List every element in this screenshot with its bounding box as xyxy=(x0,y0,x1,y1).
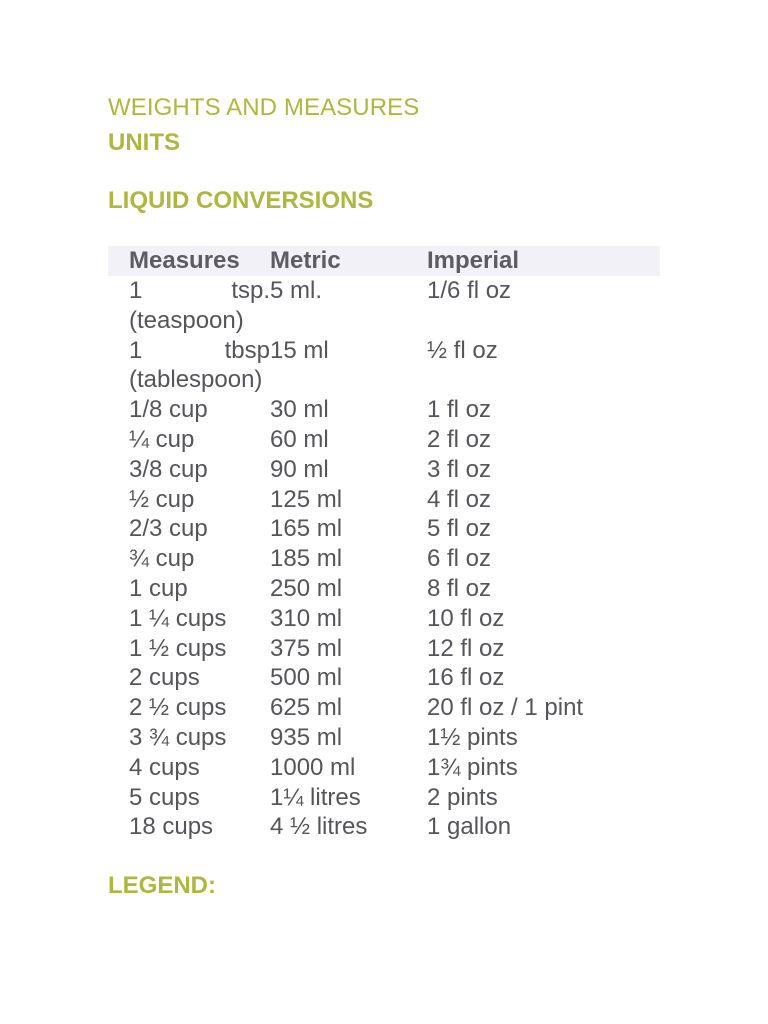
metric-cell: 125 ml xyxy=(270,485,343,513)
table-row xyxy=(108,693,660,723)
liquid-conversions-heading: LIQUID CONVERSIONS xyxy=(108,187,374,214)
imperial-cell: 4 fl oz xyxy=(427,485,492,513)
header-measures: Measures xyxy=(129,247,240,274)
measure-cell: 4 cups xyxy=(129,753,200,781)
imperial-cell: 3 fl oz xyxy=(427,455,492,483)
measure-cell: 3 ¾ cups xyxy=(129,723,227,751)
metric-cell: 500 ml xyxy=(270,664,343,692)
metric-cell: 4 ½ litres xyxy=(270,813,368,841)
document-title: WEIGHTS AND MEASURES xyxy=(108,94,420,121)
imperial-cell: 16 fl oz xyxy=(427,664,505,692)
metric-cell: 60 ml xyxy=(270,425,329,453)
measure-cell: ¼ cup xyxy=(129,425,195,453)
metric-cell: 935 ml xyxy=(270,723,343,751)
measure-cell: 2/3 cup xyxy=(129,515,208,543)
table-row xyxy=(108,455,660,485)
imperial-cell: 1/6 fl oz xyxy=(427,277,512,304)
imperial-cell: 20 fl oz / 1 pint xyxy=(427,694,584,722)
table-row xyxy=(108,723,660,753)
table-row xyxy=(108,485,660,515)
imperial-cell: 2 pints xyxy=(427,783,498,811)
metric-cell: 185 ml xyxy=(270,545,343,573)
metric-cell: 1000 ml xyxy=(270,753,356,781)
metric-cell: 375 ml xyxy=(270,634,343,662)
units-heading: UNITS xyxy=(108,129,180,156)
metric-cell: 250 ml xyxy=(270,574,343,602)
table-row xyxy=(108,783,660,813)
measure-cell: 1 ½ cups xyxy=(129,634,227,662)
table-row xyxy=(108,544,660,574)
legend-heading: LEGEND: xyxy=(108,872,216,899)
imperial-cell: 1½ pints xyxy=(427,723,518,751)
imperial-cell: 10 fl oz xyxy=(427,604,505,632)
metric-cell: 1¼ litres xyxy=(270,783,361,811)
imperial-cell: ½ fl oz xyxy=(427,336,498,364)
table-row xyxy=(108,663,660,693)
measure-unit: tbsp xyxy=(224,336,270,364)
measure-qty: 1 xyxy=(129,277,143,304)
table-row xyxy=(108,634,660,664)
imperial-cell: 1 fl oz xyxy=(427,396,492,424)
metric-cell: 90 ml xyxy=(270,455,329,483)
imperial-cell: 5 fl oz xyxy=(427,515,492,543)
measure-description: (tablespoon) xyxy=(129,366,263,394)
conversion-table xyxy=(108,246,660,842)
table-row xyxy=(108,574,660,604)
measure-cell xyxy=(108,276,270,336)
imperial-cell: 2 fl oz xyxy=(427,425,492,453)
table-row xyxy=(108,604,660,634)
measure-cell: 1 ¼ cups xyxy=(129,604,227,632)
imperial-cell: 8 fl oz xyxy=(427,574,492,602)
measure-unit: tsp. xyxy=(231,277,270,304)
measure-cell: 5 cups xyxy=(129,783,200,811)
imperial-cell: 1¾ pints xyxy=(427,753,518,781)
imperial-cell: 12 fl oz xyxy=(427,634,505,662)
measure-qty: 1 xyxy=(129,336,143,364)
metric-cell: 30 ml xyxy=(270,396,329,424)
table-row xyxy=(108,425,660,455)
measure-cell: ½ cup xyxy=(129,485,195,513)
measure-description: (teaspoon) xyxy=(129,306,244,334)
table-row xyxy=(108,812,660,842)
metric-cell: 165 ml xyxy=(270,515,343,543)
measure-cell: 2 ½ cups xyxy=(129,694,227,722)
table-row xyxy=(108,336,660,396)
imperial-cell: 1 gallon xyxy=(427,813,512,841)
metric-cell: 310 ml xyxy=(270,604,343,632)
measure-cell xyxy=(108,336,270,396)
table-row xyxy=(108,753,660,783)
imperial-cell: 6 fl oz xyxy=(427,545,492,573)
measure-cell: 3/8 cup xyxy=(129,455,208,483)
metric-cell: 15 ml xyxy=(270,336,329,364)
measure-cell: 18 cups xyxy=(129,813,214,841)
metric-cell: 5 ml. xyxy=(270,277,323,304)
measure-cell: 2 cups xyxy=(129,664,200,692)
measure-cell: 1/8 cup xyxy=(129,396,208,424)
table-row xyxy=(108,395,660,425)
table-header-row xyxy=(108,246,660,276)
metric-cell: 625 ml xyxy=(270,694,343,722)
table-row xyxy=(108,276,660,336)
table-row xyxy=(108,514,660,544)
measure-cell: ¾ cup xyxy=(129,545,195,573)
measure-cell: 1 cup xyxy=(129,574,188,602)
header-imperial: Imperial xyxy=(427,247,520,274)
header-metric: Metric xyxy=(270,247,341,274)
